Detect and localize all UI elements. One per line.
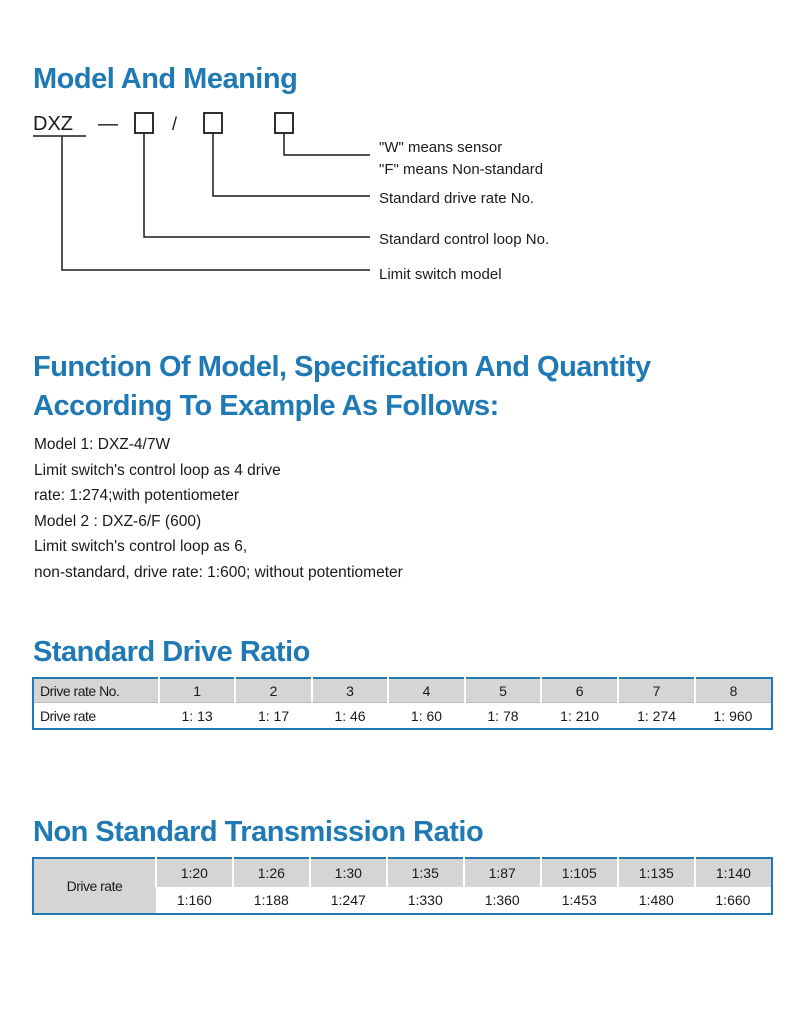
table-row — [33, 703, 772, 730]
table-cell: 1: 13 — [159, 703, 235, 730]
model-dash: — — [98, 113, 118, 135]
table-cell: 1:330 — [387, 887, 464, 914]
row-label: Drive rate — [33, 858, 156, 914]
table-cell: 1:480 — [618, 887, 695, 914]
table-cell: 8 — [695, 678, 772, 703]
table-cell: 1:453 — [541, 887, 618, 914]
model-meaning-title: Model And Meaning — [33, 63, 298, 95]
table-cell: 1: 274 — [618, 703, 695, 730]
table-header-row — [33, 678, 772, 703]
header-label: Drive rate No. — [33, 678, 159, 703]
table-cell: 1: 46 — [312, 703, 388, 730]
example-line: Limit switch's control loop as 4 drive — [34, 461, 281, 479]
table-cell: 1: 60 — [388, 703, 464, 730]
function-title-line2: According To Example As Follows: — [33, 390, 499, 422]
table-cell: 1:20 — [156, 858, 233, 887]
table-cell: 1: 210 — [541, 703, 618, 730]
table-cell: 5 — [465, 678, 541, 703]
table-cell: 1:188 — [233, 887, 310, 914]
code-box-drive-rate — [204, 113, 222, 133]
code-box-suffix — [275, 113, 293, 133]
label-w-sensor: "W" means sensor — [379, 139, 503, 156]
example-line: Limit switch's control loop as 6, — [34, 538, 248, 555]
example-line: Model 1: DXZ-4/7W — [34, 436, 171, 453]
table-cell: 1:87 — [464, 858, 541, 887]
table-cell: 1:140 — [695, 858, 772, 887]
nonstandard-ratio-title: Non Standard Transmission Ratio — [33, 816, 484, 848]
table-cell: 1:660 — [695, 887, 772, 914]
leader-control-loop — [144, 133, 370, 237]
label-drive-rate-no: Standard drive rate No. — [379, 190, 535, 207]
leader-suffix — [284, 133, 370, 155]
table-cell: 3 — [312, 678, 388, 703]
table-cell: 1:160 — [156, 887, 233, 914]
table-cell: 1:247 — [310, 887, 387, 914]
table-cell: 1 — [159, 678, 235, 703]
label-limit-switch-model: Limit switch model — [379, 266, 502, 283]
table-cell: 1:135 — [618, 858, 695, 887]
table-cell: 7 — [618, 678, 695, 703]
label-f-nonstandard: "F" means Non-standard — [379, 161, 544, 178]
function-title-line1: Function Of Model, Specification And Quantity — [33, 351, 651, 383]
table-row — [33, 858, 772, 887]
standard-ratio-table — [32, 677, 773, 730]
table-cell: 4 — [388, 678, 464, 703]
example-line: Model 2 : DXZ-6/F (600) — [34, 512, 202, 530]
table-cell: 1: 78 — [465, 703, 541, 730]
nonstandard-ratio-table — [32, 857, 773, 915]
table-cell: 1:35 — [387, 858, 464, 887]
table-cell: 1: 960 — [695, 703, 772, 730]
table-cell: 1:30 — [310, 858, 387, 887]
table-cell: 1: 17 — [235, 703, 311, 730]
example-text — [34, 432, 403, 585]
model-slash: / — [172, 114, 178, 134]
example-line: non-standard, drive rate: 1:600; without potentiometer — [34, 563, 403, 581]
label-control-loop-no: Standard control loop No. — [379, 231, 550, 248]
model-prefix: DXZ — [33, 113, 73, 135]
model-code-diagram — [0, 0, 790, 300]
standard-ratio-title: Standard Drive Ratio — [33, 636, 310, 668]
example-line: rate: 1:274;with potentiometer — [34, 487, 240, 504]
table-cell: 6 — [541, 678, 618, 703]
table-cell: 1:105 — [541, 858, 618, 887]
leader-limit-switch — [62, 136, 370, 270]
code-box-control-loop — [135, 113, 153, 133]
table-cell: 2 — [235, 678, 311, 703]
leader-drive-rate — [213, 133, 370, 196]
table-cell: 1:26 — [233, 858, 310, 887]
row-label: Drive rate — [33, 703, 159, 730]
table-cell: 1:360 — [464, 887, 541, 914]
